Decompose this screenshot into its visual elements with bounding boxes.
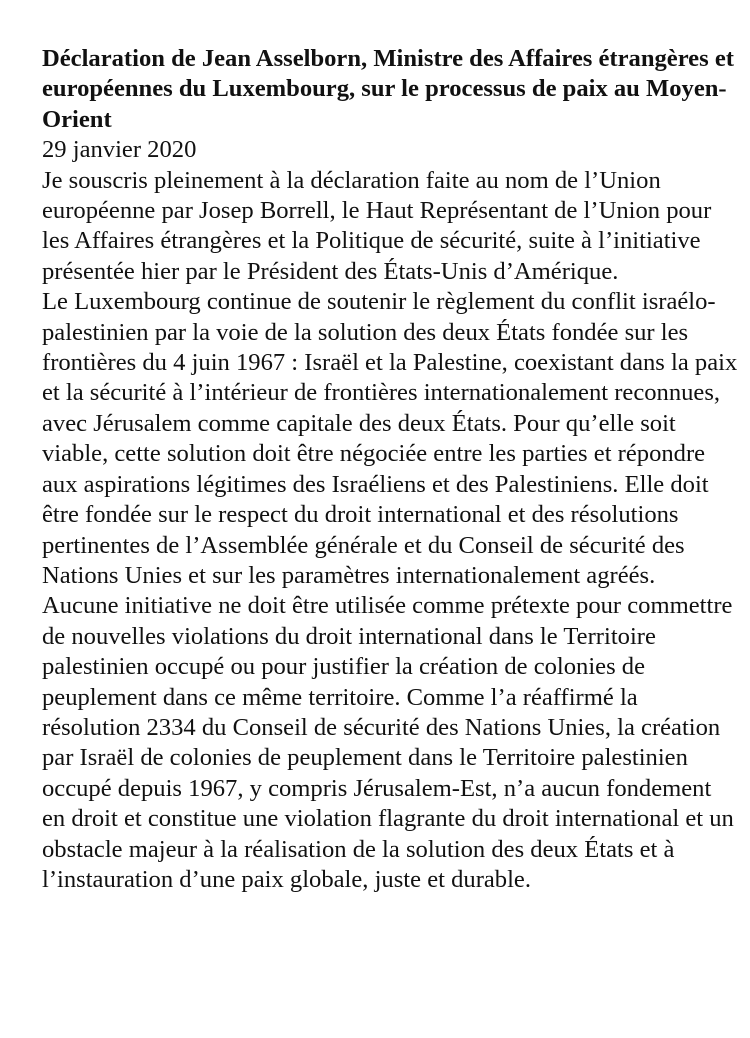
paragraph-two-state-solution: Le Luxembourg continue de soutenir le règlement du conflit israélo-palestinien par la voie de la solution des deux États fondée sur les frontières du 4 juin 1967 : Israël et la Palestine, coexistant dans la paix et la sécurité à l’intérieur de frontières internationalement reconnues, avec Jérusalem comme capitale des deux États. Pour qu’elle soit viable, cette solution doit être négociée entre les parties et répondre aux aspirations légitimes des Israéliens et des Palestiniens. Elle doit être fondée sur le respect du droit international et des résolutions pertinentes de l’Assemblée générale et du Conseil de sécurité des Nations Unies et sur les paramètres internationalement agréés. xyxy=(42,288,738,589)
document-title: Déclaration de Jean Asselborn, Ministre des Affaires étrangères et européennes du Luxembourg, sur le processus de paix au Moyen-Orient xyxy=(42,45,734,133)
document-date: 29 janvier 2020 xyxy=(42,136,197,164)
paragraph-settlements-violation: Aucune initiative ne doit être utilisée comme prétexte pour commettre de nouvelles violations du droit international dans le Territoire palestinien occupé ou pour justifier la création de colonies de peuplement dans ce même territoire. Comme l’a réaffirmé la résolution 2334 du Conseil de sécurité des Nations Unies, la création par Israël de colonies de peuplement dans le Territoire palestinien occupé depuis 1967, y compris Jérusalem-Est, n’a aucun fondement en droit et constitue une violation flagrante du droit international et un obstacle majeur à la réalisation de la solution des deux États et à l’instauration d’une paix globale, juste et durable. xyxy=(42,592,734,893)
paragraph-support-eu-declaration: Je souscris pleinement à la déclaration faite au nom de l’Union européenne par Josep Borrell, le Haut Représentant de l’Union pour les Affaires étrangères et la Politique de sécurité, suite à l’initiative présentée hier par le Président des États-Unis d’Amérique. xyxy=(42,166,712,285)
statement-document xyxy=(42,44,738,895)
